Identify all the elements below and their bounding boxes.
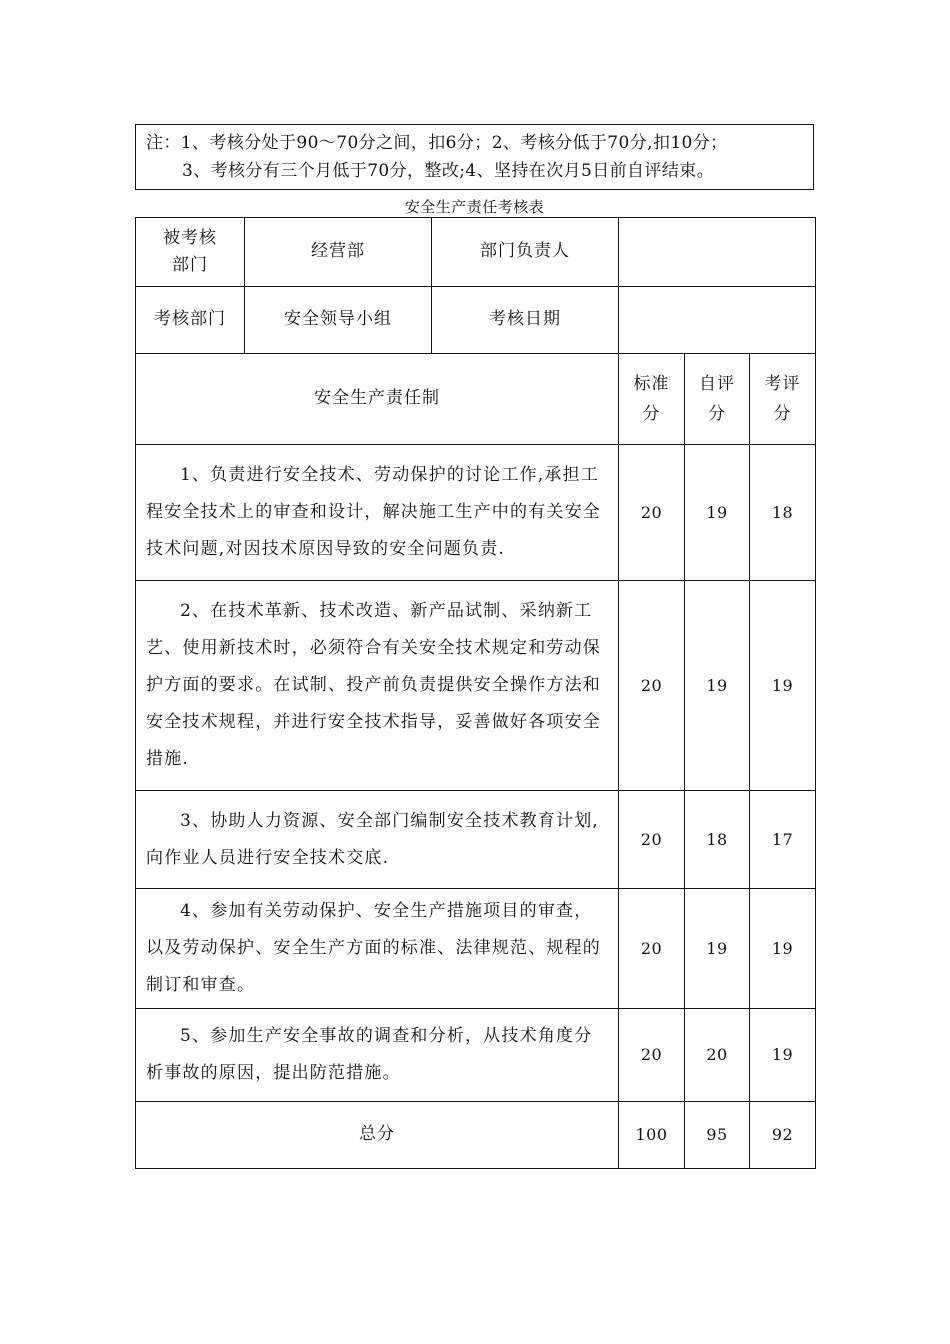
duty-text: 5、参加生产安全事故的调查和分析，从技术角度分析事故的原因，提出防范措施。 [136, 1009, 619, 1102]
assessment-table [135, 217, 816, 1169]
self-score: 19 [685, 889, 750, 1009]
header-row [136, 354, 816, 445]
table-row [136, 445, 816, 581]
table-row [136, 1009, 816, 1102]
duty-text: 1、负责进行安全技术、劳动保护的讨论工作,承担工程安全技术上的审查和设计，解决施工生产中的有关安全技术问题,对因技术原因导致的安全问题负责. [136, 445, 619, 581]
self-score: 20 [685, 1009, 750, 1102]
dept-head-value [619, 218, 816, 287]
duty-text: 2、在技术革新、技术改造、新产品试制、采纳新工艺、使用新技术时，必须符合有关安全技术规定和劳动保护方面的要求。在试制、投产前负责提供安全操作方法和安全技术规程，并进行安全技术指导，妥善做好各项安全措施. [136, 581, 619, 791]
assessed-dept-value: 经营部 [245, 218, 432, 287]
dept-head-label: 部门负责人 [432, 218, 619, 287]
duty-text: 4、参加有关劳动保护、安全生产措施项目的审查，以及劳动保护、安全生产方面的标准、法律规范、规程的制订和审查。 [136, 889, 619, 1009]
table-row [136, 581, 816, 791]
standard-score: 20 [619, 581, 685, 791]
assessor-dept-value: 安全领导小组 [245, 287, 432, 354]
self-score: 19 [685, 445, 750, 581]
total-row [136, 1102, 816, 1169]
total-standard: 100 [619, 1102, 685, 1169]
standard-score: 20 [619, 1009, 685, 1102]
table-row [136, 889, 816, 1009]
self-score: 18 [685, 791, 750, 889]
self-score: 19 [685, 581, 750, 791]
header-review: 考评分 [750, 354, 816, 445]
standard-score: 20 [619, 791, 685, 889]
assessor-dept-label: 考核部门 [136, 287, 245, 354]
standard-score: 20 [619, 889, 685, 1009]
assessment-date-label: 考核日期 [432, 287, 619, 354]
standard-score: 20 [619, 445, 685, 581]
table-row [136, 791, 816, 889]
info-row-2 [136, 287, 816, 354]
header-self: 自评分 [685, 354, 750, 445]
note-box [135, 124, 814, 190]
review-score: 19 [750, 1009, 816, 1102]
info-row-1 [136, 218, 816, 287]
total-review: 92 [750, 1102, 816, 1169]
review-score: 17 [750, 791, 816, 889]
note-line-2: 3、考核分有三个月低于70分，整改;4、坚持在次月5日前自评结束。 [182, 161, 715, 181]
assessed-dept-label: 被考核部门 [136, 218, 245, 287]
review-score: 18 [750, 445, 816, 581]
table-title: 安全生产责任考核表 [404, 198, 545, 216]
duty-text: 3、协助人力资源、安全部门编制安全技术教育计划,向作业人员进行安全技术交底. [136, 791, 619, 889]
review-score: 19 [750, 581, 816, 791]
review-score: 19 [750, 889, 816, 1009]
header-duty: 安全生产责任制 [136, 354, 619, 445]
assessment-date-value [619, 287, 816, 354]
total-label: 总分 [136, 1102, 619, 1169]
note-line-1: 注：1、考核分处于90～70分之间，扣6分；2、考核分低于70分,扣10分； [146, 133, 728, 153]
total-self: 95 [685, 1102, 750, 1169]
header-standard: 标准分 [619, 354, 685, 445]
